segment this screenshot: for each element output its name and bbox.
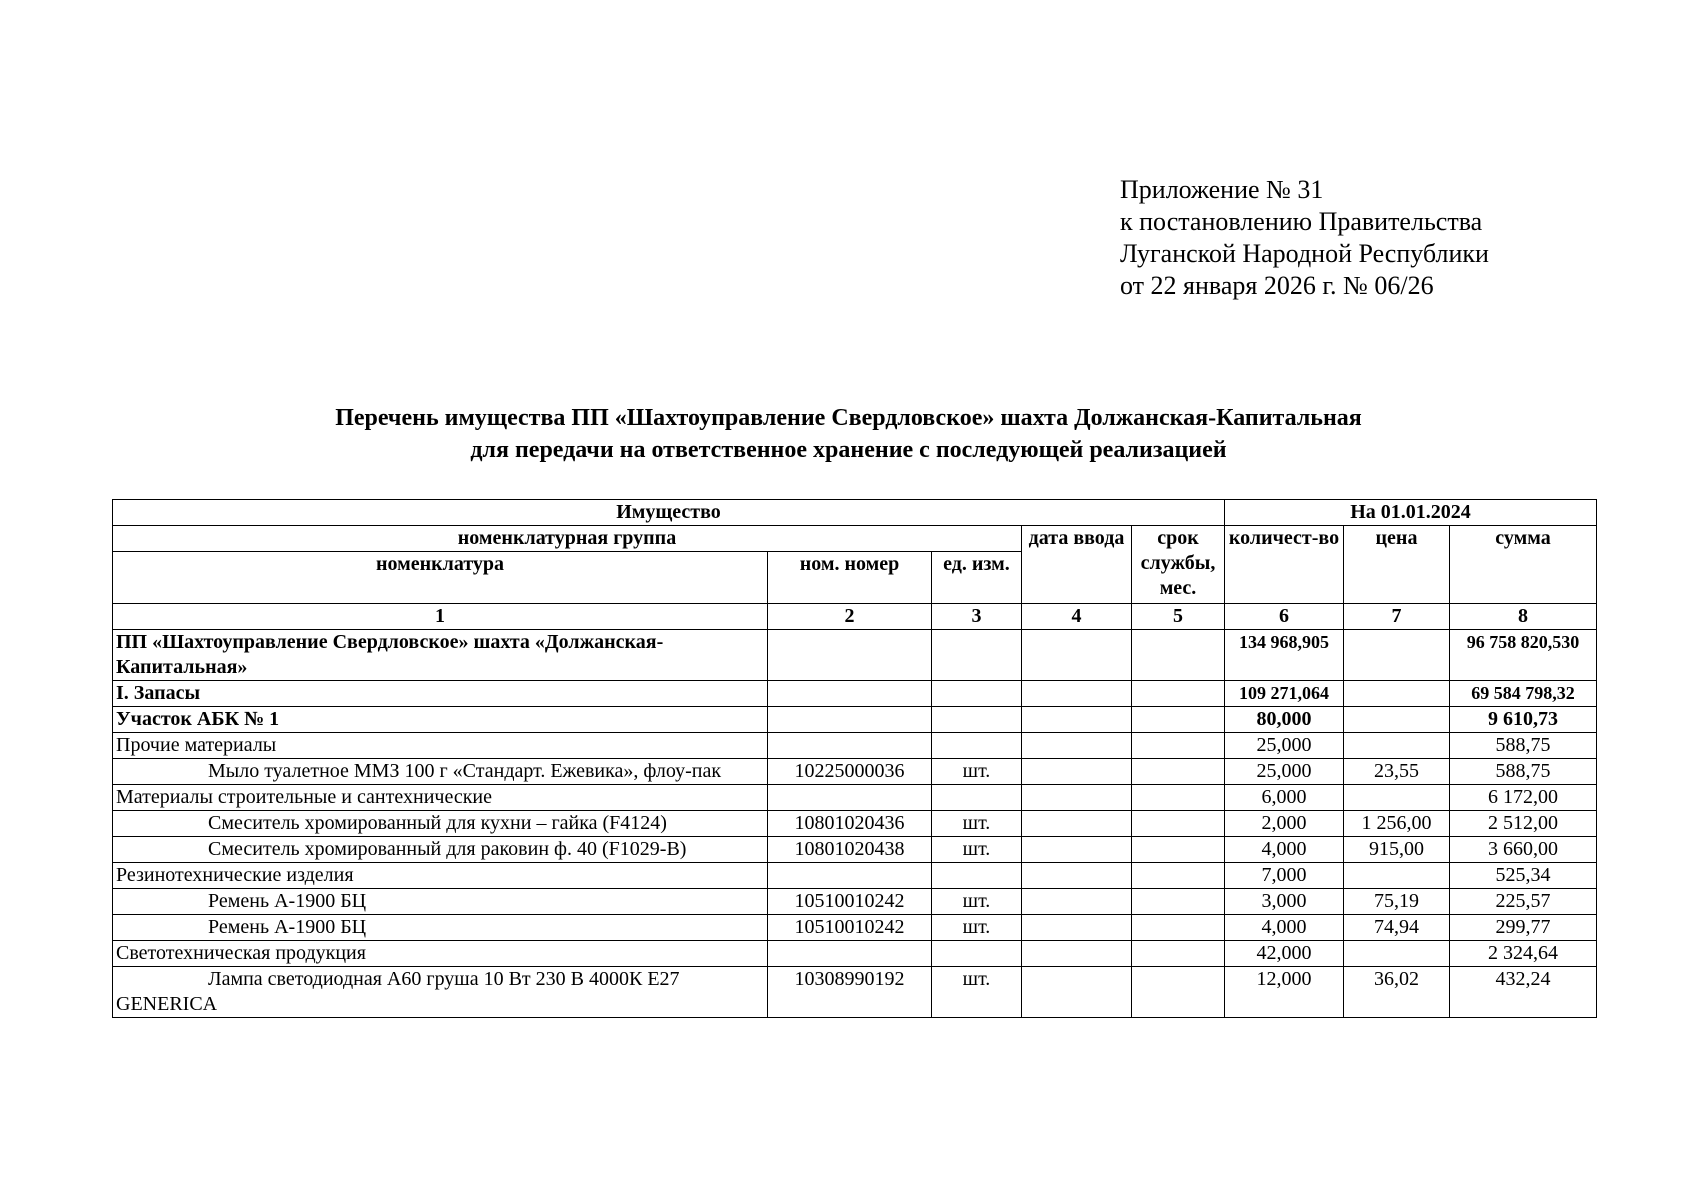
row-sum: 96 758 820,530 (1450, 630, 1597, 681)
row-price: 36,02 (1344, 967, 1450, 1018)
title-line: для передачи на ответственное хранение с последующей реализацией (470, 437, 1227, 463)
row-unit: шт. (932, 811, 1022, 837)
row-unit (932, 707, 1022, 733)
header-nom-number: ном. номер (768, 552, 932, 604)
row-name-text: Лампа светодиодная А60 груша 10 Вт 230 В 4000К Е27 GENERICA (116, 968, 680, 1015)
row-sum: 9 610,73 (1450, 707, 1597, 733)
row-name-text: Смеситель хромированный для кухни – гайка (F4124) (208, 812, 667, 834)
row-name-text: Ремень А-1900 БЦ (208, 916, 367, 938)
row-date (1022, 967, 1132, 1018)
row-sum: 299,77 (1450, 915, 1597, 941)
property-table (112, 499, 1597, 1018)
row-date (1022, 915, 1132, 941)
row-life (1132, 915, 1225, 941)
row-price: 23,55 (1344, 759, 1450, 785)
row-name-text: Мыло туалетное ММЗ 100 г «Стандарт. Ежевика», флоу-пак (208, 760, 722, 782)
row-qty: 6,000 (1225, 785, 1344, 811)
header-property: Имущество (113, 500, 1225, 526)
row-sum: 6 172,00 (1450, 785, 1597, 811)
row-life (1132, 733, 1225, 759)
row-qty: 4,000 (1225, 837, 1344, 863)
header-date-input: дата ввода (1022, 526, 1132, 604)
table-row (113, 915, 1597, 941)
header-unit: ед. изм. (932, 552, 1022, 604)
table-row (113, 630, 1597, 681)
row-date (1022, 681, 1132, 707)
row-nom-number: 10308990192 (768, 967, 932, 1018)
table-row (113, 837, 1597, 863)
row-life (1132, 681, 1225, 707)
table-row (113, 967, 1597, 1018)
row-name (113, 759, 768, 785)
table-row (113, 759, 1597, 785)
row-name (113, 811, 768, 837)
row-unit (932, 681, 1022, 707)
row-unit: шт. (932, 837, 1022, 863)
row-date (1022, 630, 1132, 681)
row-nom-number: 10225000036 (768, 759, 932, 785)
row-qty: 12,000 (1225, 967, 1344, 1018)
row-price (1344, 707, 1450, 733)
row-unit: шт. (932, 967, 1022, 1018)
row-qty: 80,000 (1225, 707, 1344, 733)
row-unit (932, 630, 1022, 681)
row-nom-number: 10801020438 (768, 837, 932, 863)
header-nom-group: номенклатурная группа (113, 526, 1022, 552)
row-nom-number (768, 681, 932, 707)
row-life (1132, 759, 1225, 785)
row-nom-number: 10510010242 (768, 915, 932, 941)
row-price (1344, 941, 1450, 967)
row-date (1022, 941, 1132, 967)
row-qty: 109 271,064 (1225, 681, 1344, 707)
row-sum: 69 584 798,32 (1450, 681, 1597, 707)
appendix-line: Приложение № 31 (1120, 175, 1324, 204)
row-unit (932, 733, 1022, 759)
row-price (1344, 681, 1450, 707)
row-life (1132, 811, 1225, 837)
appendix-line: от 22 января 2026 г. № 06/26 (1120, 271, 1434, 300)
row-life (1132, 837, 1225, 863)
table-row (113, 707, 1597, 733)
row-nom-number: 10510010242 (768, 889, 932, 915)
row-price (1344, 863, 1450, 889)
row-nom-number: 10801020436 (768, 811, 932, 837)
row-nom-number (768, 630, 932, 681)
row-unit: шт. (932, 759, 1022, 785)
row-name (113, 915, 768, 941)
table-row (113, 941, 1597, 967)
row-life (1132, 707, 1225, 733)
row-qty: 3,000 (1225, 889, 1344, 915)
row-sum: 588,75 (1450, 759, 1597, 785)
col-number: 3 (932, 604, 1022, 630)
header-as-of: На 01.01.2024 (1225, 500, 1597, 526)
row-qty: 2,000 (1225, 811, 1344, 837)
row-life (1132, 889, 1225, 915)
row-price (1344, 785, 1450, 811)
row-nom-number (768, 785, 932, 811)
row-price (1344, 733, 1450, 759)
row-qty: 7,000 (1225, 863, 1344, 889)
row-life (1132, 863, 1225, 889)
row-unit (932, 941, 1022, 967)
row-qty: 42,000 (1225, 941, 1344, 967)
row-life (1132, 941, 1225, 967)
row-sum: 2 324,64 (1450, 941, 1597, 967)
row-name: ПП «Шахтоуправление Свердловское» шахта «Должанская-Капитальная» (113, 630, 768, 681)
row-qty: 4,000 (1225, 915, 1344, 941)
header-service-life: срок службы, мес. (1132, 526, 1225, 604)
row-qty: 134 968,905 (1225, 630, 1344, 681)
row-nom-number (768, 863, 932, 889)
row-name-text: Ремень А-1900 БЦ (208, 890, 367, 912)
col-number: 4 (1022, 604, 1132, 630)
row-name (113, 889, 768, 915)
row-date (1022, 785, 1132, 811)
col-number: 8 (1450, 604, 1597, 630)
row-unit: шт. (932, 915, 1022, 941)
table-row (113, 889, 1597, 915)
row-date (1022, 811, 1132, 837)
row-sum: 432,24 (1450, 967, 1597, 1018)
row-price: 75,19 (1344, 889, 1450, 915)
header-sum: сумма (1450, 526, 1597, 604)
row-price: 915,00 (1344, 837, 1450, 863)
row-price: 74,94 (1344, 915, 1450, 941)
row-life (1132, 785, 1225, 811)
row-price: 1 256,00 (1344, 811, 1450, 837)
row-date (1022, 707, 1132, 733)
col-number: 5 (1132, 604, 1225, 630)
row-name: Светотехническая продукция (113, 941, 768, 967)
row-sum: 3 660,00 (1450, 837, 1597, 863)
row-price (1344, 630, 1450, 681)
row-date (1022, 863, 1132, 889)
table-row (113, 811, 1597, 837)
col-number: 2 (768, 604, 932, 630)
row-sum: 525,34 (1450, 863, 1597, 889)
col-number: 1 (113, 604, 768, 630)
appendix-block (1120, 174, 1489, 302)
row-sum: 2 512,00 (1450, 811, 1597, 837)
document-title (0, 402, 1697, 466)
row-unit (932, 863, 1022, 889)
row-unit: шт. (932, 889, 1022, 915)
table-row (113, 785, 1597, 811)
row-life (1132, 967, 1225, 1018)
col-number: 7 (1344, 604, 1450, 630)
row-date (1022, 837, 1132, 863)
row-sum: 225,57 (1450, 889, 1597, 915)
row-date (1022, 733, 1132, 759)
row-nom-number (768, 707, 932, 733)
title-line: Перечень имущества ПП «Шахтоуправление Свердловское» шахта Должанская-Капитальная (335, 405, 1362, 431)
header-quantity: количест-во (1225, 526, 1344, 604)
header-price: цена (1344, 526, 1450, 604)
table-row (113, 681, 1597, 707)
row-name: Материалы строительные и сантехнические (113, 785, 768, 811)
col-number: 6 (1225, 604, 1344, 630)
row-qty: 25,000 (1225, 733, 1344, 759)
row-sum: 588,75 (1450, 733, 1597, 759)
row-nom-number (768, 941, 932, 967)
table-row (113, 863, 1597, 889)
row-unit (932, 785, 1022, 811)
row-qty: 25,000 (1225, 759, 1344, 785)
row-date (1022, 889, 1132, 915)
row-date (1022, 759, 1132, 785)
row-name: Прочие материалы (113, 733, 768, 759)
table-row (113, 733, 1597, 759)
row-name: Резинотехнические изделия (113, 863, 768, 889)
row-nom-number (768, 733, 932, 759)
row-name: I. Запасы (113, 681, 768, 707)
header-nomenclature: номенклатура (113, 552, 768, 604)
appendix-line: Луганской Народной Республики (1120, 239, 1489, 268)
row-name-text: Смеситель хромированный для раковин ф. 40 (F1029-B) (208, 838, 687, 860)
row-name (113, 967, 768, 1018)
appendix-line: к постановлению Правительства (1120, 207, 1483, 236)
row-name: Участок АБК № 1 (113, 707, 768, 733)
row-life (1132, 630, 1225, 681)
row-name (113, 837, 768, 863)
